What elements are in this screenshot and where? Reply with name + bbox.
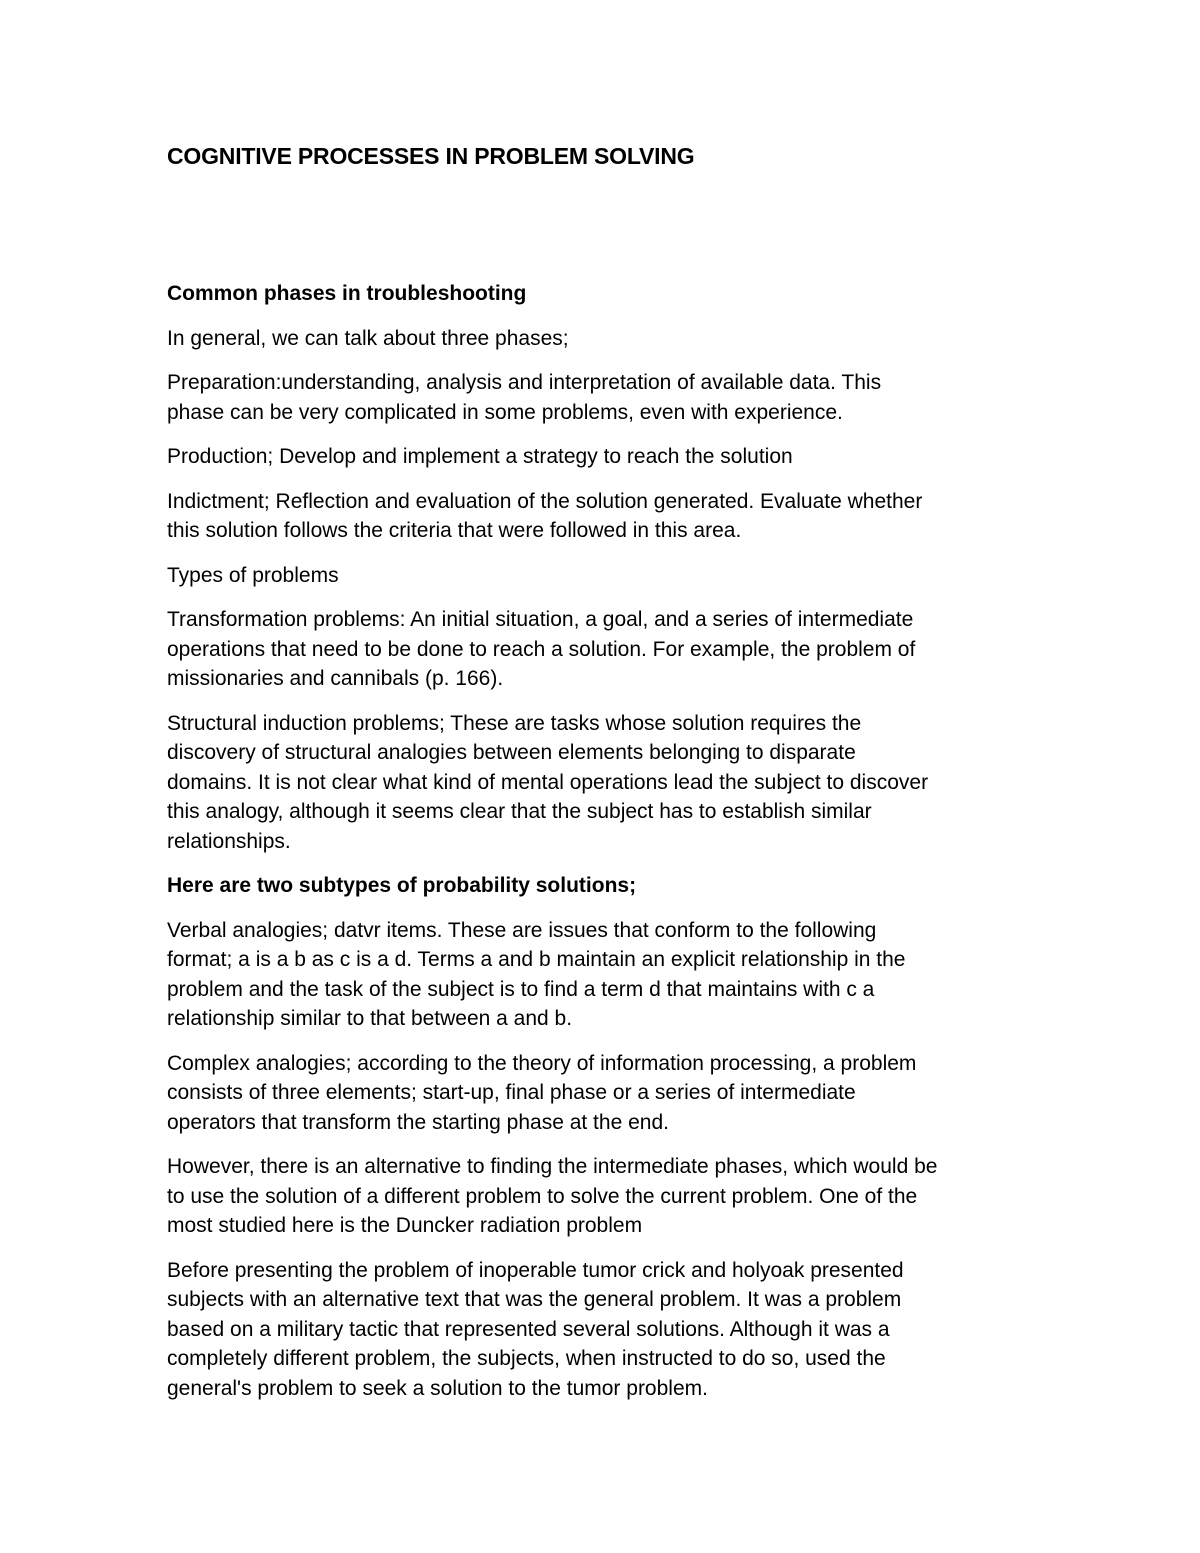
paragraph-alternative: However, there is an alternative to finding the intermediate phases, which would be to use the solution of a different problem to solve the current problem. One of the most studied here is the Duncker radiation problem [167,1155,938,1237]
paragraph-transformation-problems: Transformation problems: An initial situation, a goal, and a series of intermediate operations that need to be done to reach a solution. For example, the problem of missionaries and cannibals (p. 166). [167,608,916,690]
paragraph-structural-induction: Structural induction problems; These are tasks whose solution requires the discovery of structural analogies between elements belonging to disparate domains. It is not clear what kind of mental operations lead the subject to discover this analogy, although it seems clear that the subject has to establish similar relationships. [167,711,929,853]
paragraph-verbal-analogies: Verbal analogies; datvr items. These are issues that conform to the following format; a is a b as c is a d. Terms a and b maintain an explicit relationship in the problem and the task of the subject is to find a term d that maintains with c a relationship similar to that between a and b. [167,918,906,1030]
paragraph-indictment: Indictment; Reflection and evaluation of the solution generated. Evaluate whether this solution follows the criteria that were followed in this area. [167,489,923,542]
section-heading-subtypes: Here are two subtypes of probability solutions; [167,874,637,897]
document-page [167,140,1037,1403]
document-title: COGNITIVE PROCESSES IN PROBLEM SOLVING [167,143,695,169]
paragraph-complex-analogies: Complex analogies; according to the theory of information processing, a problem consists of three elements; start-up, final phase or a series of intermediate operators that transform the starting phase at the end. [167,1051,917,1134]
paragraph-tumor-problem: Before presenting the problem of inoperable tumor crick and holyoak presented subjects with an alternative text that was the general problem. It was a problem based on a military tactic that represented several solutions. Although it was a completely different problem, the subjects, when instructed to do so, used the general's problem to seek a solution to the tumor problem. [167,1258,904,1400]
paragraph-types-of-problems: Types of problems [167,563,339,587]
paragraph-production: Production; Develop and implement a strategy to reach the solution [167,445,793,468]
paragraph-preparation: Preparation:understanding, analysis and interpretation of available data. This phase can be very complicated in some problems, even with experience. [167,371,882,424]
section-heading-phases: Common phases in troubleshooting [167,282,527,305]
paragraph-three-phases: In general, we can talk about three phases; [167,326,569,350]
